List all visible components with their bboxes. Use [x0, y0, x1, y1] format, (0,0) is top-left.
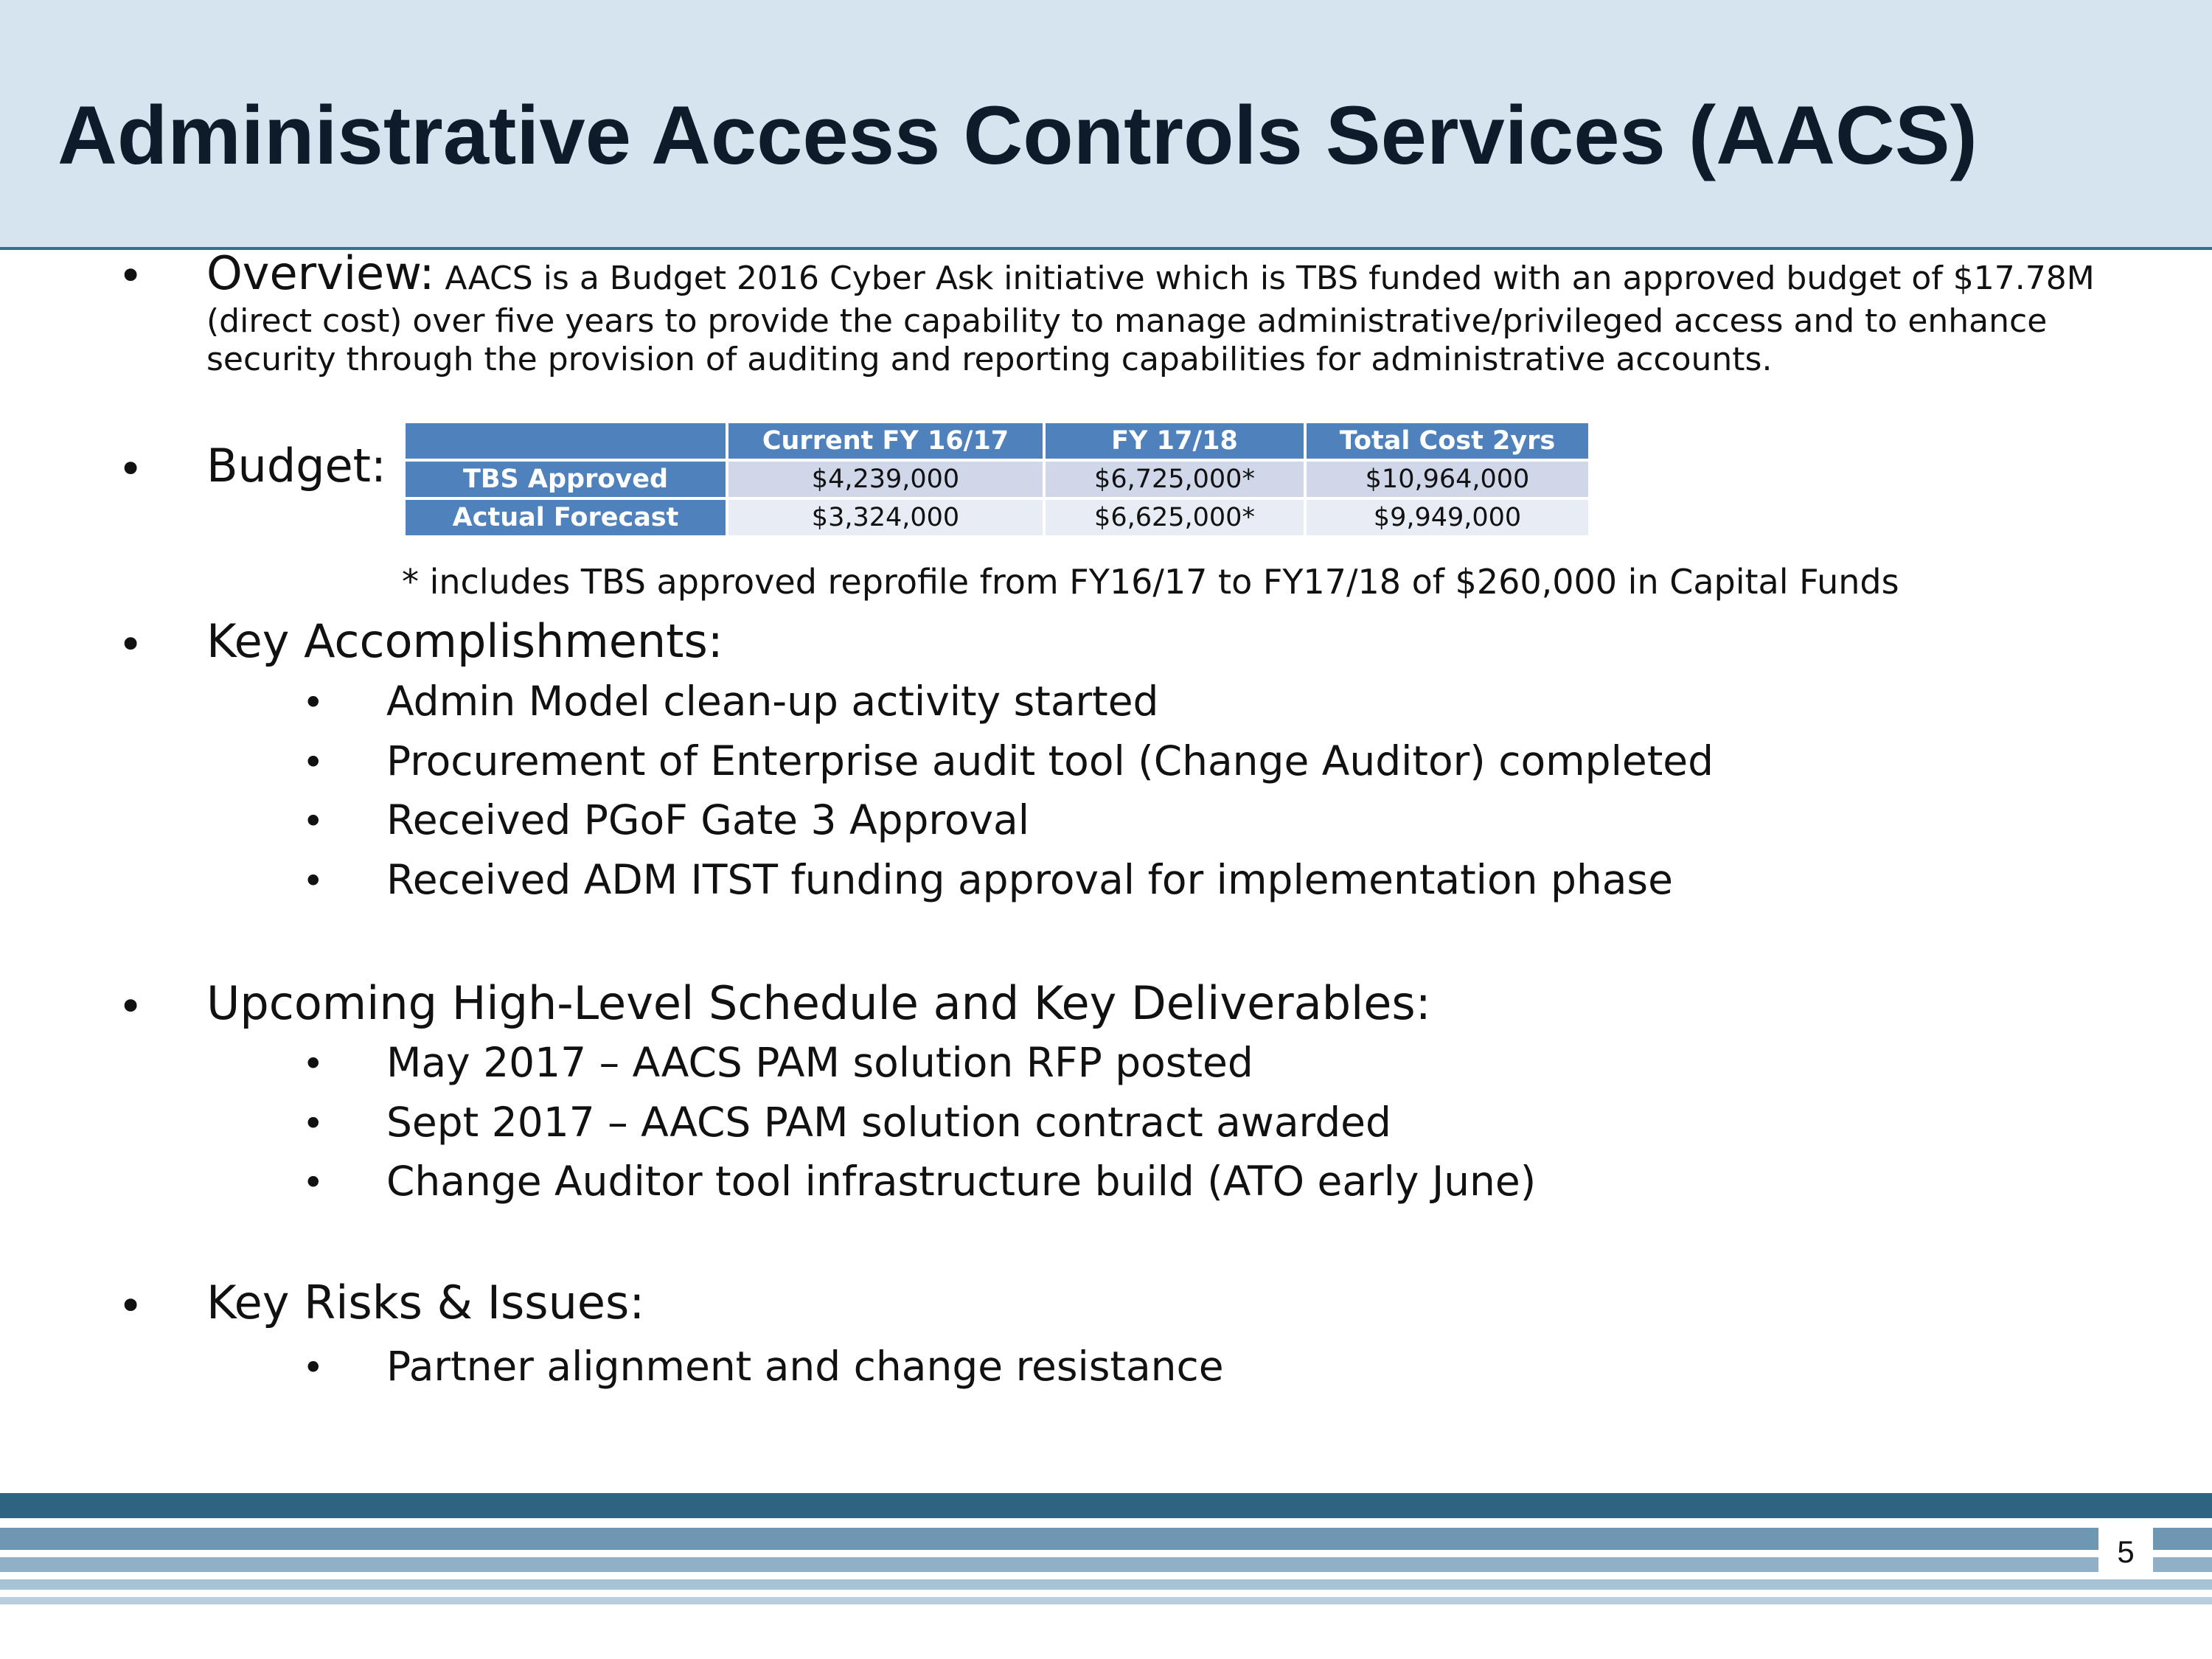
risks-heading: Key Risks & Issues: [206, 1276, 645, 1329]
bullet-marker: • [302, 681, 324, 724]
accomplishments-heading: Key Accomplishments: [206, 614, 723, 668]
budget-table-header-row [406, 423, 1588, 459]
bullet-marker: • [118, 1281, 144, 1331]
table-cell: $9,949,000 [1307, 500, 1588, 535]
budget-table-corner [406, 423, 726, 459]
table-row [406, 462, 1588, 497]
budget-label: Budget: [206, 439, 386, 493]
overview-text-line: (direct cost) over five years to provide the capability to manage administrative/privileged access and to enhance [206, 302, 2048, 340]
list-item: Sept 2017 – AACS PAM solution contract awarded [386, 1099, 1391, 1146]
list-item: Admin Model clean-up activity started [386, 678, 1159, 725]
bullet-marker: • [302, 741, 324, 784]
table-cell: $4,239,000 [728, 462, 1043, 497]
table-cell: $6,725,000* [1046, 462, 1304, 497]
schedule-heading: Upcoming High-Level Schedule and Key Deliverables: [206, 976, 1431, 1030]
page-number: 5 [2098, 1528, 2153, 1576]
list-item: Received ADM ITST funding approval for implementation phase [386, 856, 1673, 903]
column-header: Total Cost 2yrs [1307, 423, 1588, 459]
bullet-marker: • [302, 800, 324, 843]
footer-stripe [0, 1597, 2212, 1604]
list-item: Change Auditor tool infrastructure build (ATO early June) [386, 1158, 1537, 1205]
bullet-marker: • [302, 1102, 324, 1145]
bullet-marker: • [302, 1346, 324, 1389]
row-header: Actual Forecast [406, 500, 726, 535]
column-header: Current FY 16/17 [728, 423, 1043, 459]
row-header: TBS Approved [406, 462, 726, 497]
bullet-marker: • [118, 619, 144, 669]
bullet-marker: • [118, 251, 144, 301]
budget-table [403, 420, 1591, 538]
column-header: FY 17/18 [1046, 423, 1304, 459]
overview-label: Overview: [206, 246, 435, 300]
list-item: Partner alignment and change resistance [386, 1343, 1224, 1390]
table-cell: $3,324,000 [728, 500, 1043, 535]
list-item: Received PGoF Gate 3 Approval [386, 796, 1029, 844]
list-item: Procurement of Enterprise audit tool (Change Auditor) completed [386, 737, 1714, 785]
overview-text-line: security through the provision of auditing and reporting capabilities for administrative accounts. [206, 341, 1773, 378]
list-item: May 2017 – AACS PAM solution RFP posted [386, 1039, 1253, 1086]
bullet-marker: • [118, 981, 144, 1032]
overview-text-line: AACS is a Budget 2016 Cyber Ask initiative which is TBS funded with an approved budget of $17.78M [445, 260, 2095, 297]
budget-footnote: * includes TBS approved reprofile from FY16/17 to FY17/18 of $260,000 in Capital Funds [402, 562, 1899, 602]
footer-stripe [0, 1579, 2212, 1590]
bullet-marker: • [118, 444, 144, 494]
footer-stripe [0, 1493, 2212, 1518]
page-title: Administrative Access Controls Services (AACS) [58, 89, 1978, 181]
bullet-marker: • [302, 860, 324, 902]
table-cell: $10,964,000 [1307, 462, 1588, 497]
table-cell: $6,625,000* [1046, 500, 1304, 535]
overview-first-line [206, 246, 2095, 300]
footer-stripe [0, 1528, 2212, 1550]
footer-stripe [0, 1557, 2212, 1572]
bullet-marker: • [302, 1161, 324, 1204]
table-row [406, 500, 1588, 535]
bullet-marker: • [302, 1043, 324, 1085]
